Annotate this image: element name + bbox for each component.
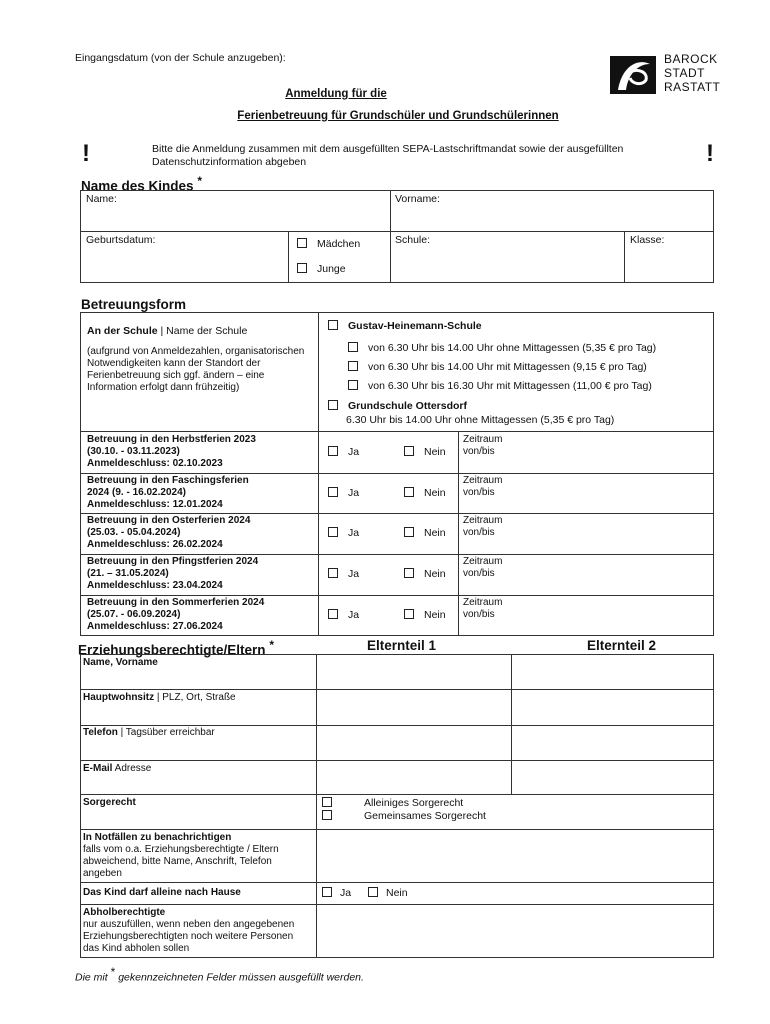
checkbox-alone-no[interactable]	[368, 887, 378, 897]
alone-no-label: Nein	[386, 887, 408, 899]
emergency-bold: In Notfällen zu benachrichtigen	[83, 832, 232, 843]
checkbox-no[interactable]	[404, 487, 414, 497]
holiday-deadline: Anmeldeschluss: 27.06.2024	[87, 621, 223, 632]
holiday-deadline: Anmeldeschluss: 23.04.2024	[87, 580, 223, 591]
emergency-label	[83, 832, 311, 880]
required-star: *	[197, 174, 202, 188]
exclamation-left-icon: !	[82, 140, 90, 167]
school1-opt1[interactable]	[348, 342, 656, 354]
child-firstname-field[interactable]: Vorname:	[395, 193, 440, 205]
custody-joint-label: Gemeinsames Sorgerecht	[364, 810, 486, 822]
easter-no[interactable]	[404, 527, 446, 539]
no-label: Nein	[424, 609, 446, 621]
footer-note	[75, 965, 364, 984]
opt2-label: von 6.30 Uhr bis 14.00 Uhr mit Mittagessen (9,15 € pro Tag)	[368, 361, 647, 373]
pentecost-no[interactable]	[404, 568, 446, 580]
location-note: (aufgrund von Anmeldezahlen, organisatorischen Notwendigkeiten kann der Standort der Ferienbetreuung sich ggf. ändern – eine Information erfolgt dann frühzeitig)	[87, 346, 305, 393]
holiday-deadline: Anmeldeschluss: 02.10.2023	[87, 458, 223, 469]
logo-text-line3: RASTATT	[664, 80, 721, 94]
holiday-row-easter	[87, 515, 250, 551]
holiday-title: Betreuung in den Faschingsferien	[87, 475, 249, 486]
emergency-rest: falls vom o.a. Erziehungsberechtigte / Eltern abweichend, bitte Name, Anschrift, Telefon angeben	[83, 844, 279, 879]
no-label: Nein	[424, 568, 446, 580]
holiday-title: Betreuung in den Pfingstferien 2024	[87, 556, 259, 567]
girl-label: Mädchen	[317, 238, 361, 250]
exclamation-right-icon: !	[706, 140, 714, 167]
phone-rest: | Tagsüber erreichbar	[117, 727, 215, 738]
logo-text-line1: BAROCK	[664, 52, 718, 66]
easter-yes[interactable]	[328, 527, 359, 539]
email-label	[83, 763, 151, 775]
period-label: Zeitraum	[463, 475, 503, 486]
holiday-dates: 2024 (9. - 16.02.2024)	[87, 487, 186, 498]
opt1-label: von 6.30 Uhr bis 14.00 Uhr ohne Mittagessen (5,35 € pro Tag)	[368, 342, 657, 354]
school1-label: Gustav-Heinemann-Schule	[348, 320, 482, 332]
phone-bold: Telefon	[83, 727, 118, 738]
checkbox-alone-yes[interactable]	[322, 887, 332, 897]
at-school-label	[87, 325, 247, 337]
autumn-period[interactable]	[463, 434, 502, 458]
holiday-deadline: Anmeldeschluss: 26.02.2024	[87, 539, 223, 550]
holiday-row-summer	[87, 597, 264, 633]
child-birthdate-field[interactable]: Geburtsdatum:	[86, 234, 156, 246]
checkbox-yes[interactable]	[328, 609, 338, 619]
checkbox-yes[interactable]	[328, 487, 338, 497]
yes-label: Ja	[348, 568, 360, 580]
no-label: Nein	[424, 487, 446, 499]
custody-label: Sorgerecht	[83, 797, 136, 808]
yes-label: Ja	[348, 609, 360, 621]
custody-joint-option[interactable]	[322, 810, 486, 822]
checkbox-no[interactable]	[404, 527, 414, 537]
checkbox-custody-joint[interactable]	[322, 810, 332, 820]
school2-label: Grundschule Ottersdorf	[348, 400, 468, 412]
checkbox-school1[interactable]	[328, 320, 338, 330]
logo-text-line2: STADT	[664, 66, 705, 80]
receipt-date-label: Eingangsdatum (von der Schule anzugeben):	[75, 52, 286, 64]
holiday-title: Betreuung in den Herbstferien 2023	[87, 434, 256, 445]
summer-yes[interactable]	[328, 609, 359, 621]
alone-yes-option[interactable]	[322, 887, 351, 899]
checkbox-opt2[interactable]	[348, 361, 358, 371]
phone-label	[83, 727, 215, 739]
email-rest: Adresse	[112, 763, 152, 774]
checkbox-no[interactable]	[404, 609, 414, 619]
footer-pre: Die mit	[75, 971, 108, 984]
custody-sole-option[interactable]	[322, 797, 463, 809]
parent-name-label: Name, Vorname	[83, 657, 158, 668]
form-title-2: Ferienbetreuung für Grundschüler und Grundschülerinnen	[237, 110, 559, 122]
child-class-field[interactable]: Klasse:	[630, 234, 665, 246]
footer-post: gekennzeichneten Felder müssen ausgefüllt werden.	[118, 971, 364, 984]
checkbox-school2[interactable]	[328, 400, 338, 410]
no-label: Nein	[424, 446, 446, 458]
form-title-1: Anmeldung für die	[285, 88, 387, 100]
holiday-row-carnival	[87, 475, 249, 511]
residence-label	[83, 692, 236, 704]
checkbox-yes[interactable]	[328, 568, 338, 578]
from-to-label: von/bis	[463, 487, 495, 498]
checkbox-boy[interactable]	[297, 263, 307, 273]
checkbox-yes[interactable]	[328, 446, 338, 456]
summer-no[interactable]	[404, 609, 446, 621]
checkbox-no[interactable]	[404, 446, 414, 456]
carnival-no[interactable]	[404, 487, 446, 499]
pickup-bold: Abholberechtigte	[83, 907, 166, 918]
alone-no-option[interactable]	[368, 887, 408, 899]
holiday-dates: (21. – 31.05.2024)	[87, 568, 169, 579]
from-to-label: von/bis	[463, 568, 495, 579]
holiday-dates: (25.07. - 06.09.2024)	[87, 609, 181, 620]
child-school-field[interactable]: Schule:	[395, 234, 431, 246]
no-label: Nein	[424, 527, 446, 539]
holiday-row-autumn	[87, 434, 256, 470]
email-bold: E-Mail	[83, 763, 113, 774]
autumn-yes[interactable]	[328, 446, 359, 458]
parent2-heading: Elternteil 2	[587, 638, 657, 653]
at-school-bold: An der Schule	[87, 325, 158, 337]
period-label: Zeitraum	[463, 597, 503, 608]
checkbox-opt3[interactable]	[348, 380, 358, 390]
yes-label: Ja	[348, 487, 360, 499]
child-heading-text: Name des Kindes	[81, 178, 194, 194]
school2-option[interactable]	[328, 400, 467, 412]
from-to-label: von/bis	[463, 527, 495, 538]
carnival-yes[interactable]	[328, 487, 359, 499]
custody-sole-label: Alleiniges Sorgerecht	[364, 797, 464, 809]
checkbox-girl[interactable]	[297, 238, 307, 248]
checkbox-custody-sole[interactable]	[322, 797, 332, 807]
checkbox-yes[interactable]	[328, 527, 338, 537]
school1-opt2[interactable]	[348, 361, 647, 373]
period-label: Zeitraum	[463, 434, 503, 445]
school1-option[interactable]	[328, 320, 482, 332]
parents-heading-text: Erziehungsberechtigte/Eltern	[78, 642, 266, 658]
checkbox-opt1[interactable]	[348, 342, 358, 352]
from-to-label: von/bis	[463, 609, 495, 620]
period-label: Zeitraum	[463, 556, 503, 567]
easter-period[interactable]	[463, 515, 502, 539]
holiday-deadline: Anmeldeschluss: 12.01.2024	[87, 499, 223, 510]
checkbox-no[interactable]	[404, 568, 414, 578]
gender-girl-option[interactable]	[297, 238, 360, 250]
required-star: *	[110, 965, 116, 979]
opt3-label: von 6.30 Uhr bis 16.30 Uhr mit Mittagessen (11,00 € pro Tag)	[368, 380, 652, 392]
carnival-period[interactable]	[463, 475, 502, 499]
parent1-heading: Elternteil 1	[367, 638, 437, 653]
holiday-row-pentecost	[87, 556, 258, 592]
holiday-dates: (30.10. - 03.11.2023)	[87, 446, 180, 457]
autumn-no[interactable]	[404, 446, 446, 458]
care-section-heading: Betreuungsform	[81, 297, 187, 312]
child-name-field[interactable]: Name:	[86, 193, 117, 205]
alone-home-label: Das Kind darf alleine nach Hause	[83, 887, 241, 898]
residence-bold: Hauptwohnsitz	[83, 692, 155, 703]
required-star: *	[269, 638, 274, 652]
alone-yes-label: Ja	[340, 887, 352, 899]
boy-label: Junge	[317, 263, 346, 275]
pickup-rest: nur auszufüllen, wenn neben den angegebenen Erziehungsberechtigten noch weitere Personen das Kind abholen sollen	[83, 919, 295, 954]
school1-opt3[interactable]	[348, 380, 652, 392]
yes-label: Ja	[348, 527, 360, 539]
residence-rest: | PLZ, Ort, Straße	[154, 692, 236, 703]
gender-boy-option[interactable]	[297, 263, 346, 275]
from-to-label: von/bis	[463, 446, 495, 457]
notice-text: Bitte die Anmeldung zusammen mit dem ausgefüllten SEPA-Lastschriftmandat sowie der ausgefüllten Datenschutzinformation abgeben	[152, 143, 624, 168]
at-school-rest: | Name der Schule	[157, 325, 248, 337]
holiday-title: Betreuung in den Sommerferien 2024	[87, 597, 265, 608]
yes-label: Ja	[348, 446, 360, 458]
pentecost-yes[interactable]	[328, 568, 359, 580]
pentecost-period[interactable]	[463, 556, 502, 580]
holiday-title: Betreuung in den Osterferien 2024	[87, 515, 251, 526]
pickup-label	[83, 907, 311, 955]
summer-period[interactable]	[463, 597, 502, 621]
period-label: Zeitraum	[463, 515, 503, 526]
school2-opt: 6.30 Uhr bis 14.00 Uhr ohne Mittagessen (5,35 € pro Tag)	[346, 414, 615, 426]
holiday-dates: (25.03. - 05.04.2024)	[87, 527, 181, 538]
